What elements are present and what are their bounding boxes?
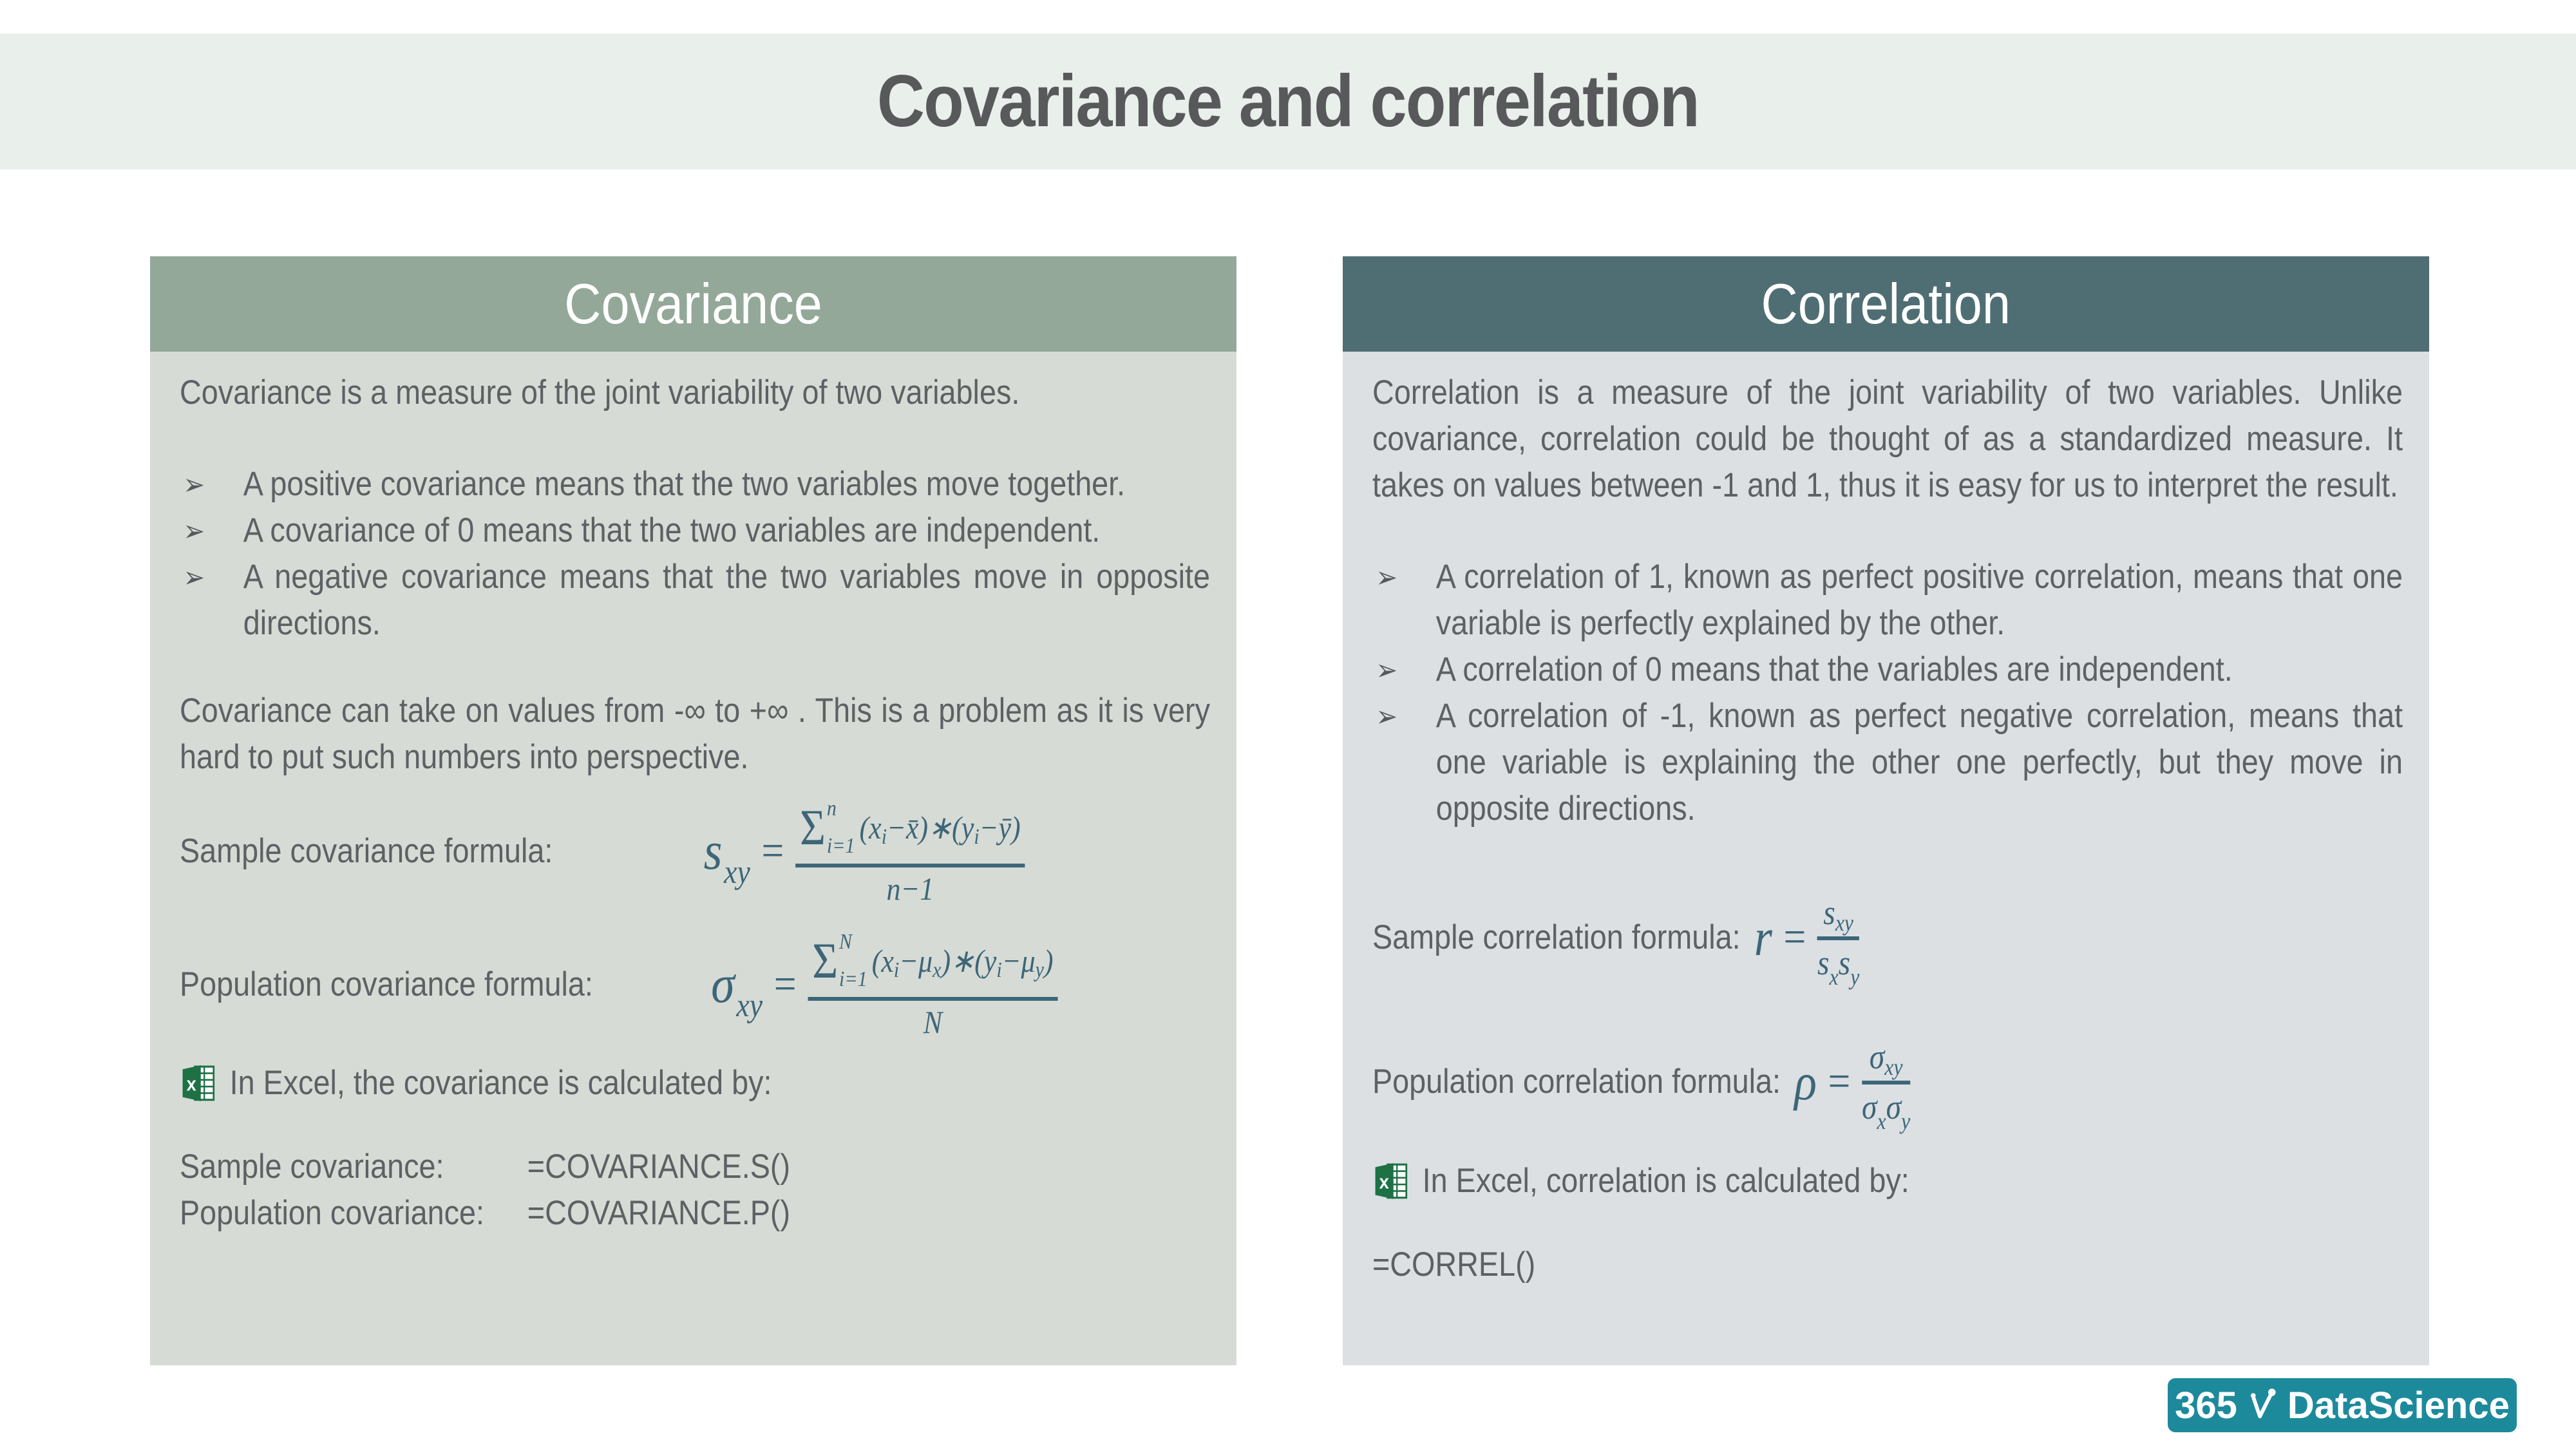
sum-icon: Σ bbox=[800, 799, 826, 855]
sample-correlation-formula-row bbox=[1372, 873, 2403, 1002]
excel-note-text: In Excel, the covariance is calculated by: bbox=[229, 1064, 772, 1102]
formula-label: Population correlation formula: bbox=[1372, 1063, 1781, 1101]
covariance-panel-body bbox=[150, 352, 1236, 1365]
excel-function-code: =CORREL() bbox=[1372, 1245, 1536, 1283]
formula-label: Sample correlation formula: bbox=[1372, 918, 1741, 956]
svg-text:x: x bbox=[1379, 1171, 1389, 1193]
bullet-text: A covariance of 0 means that the two variables are independent. bbox=[243, 511, 1101, 549]
bullet-text: A correlation of -1, known as perfect negative correlation, means that one variable is explaining the other one perfectly, but they move in opposite directions. bbox=[1435, 697, 2403, 828]
list-item bbox=[180, 461, 1210, 507]
covariance-panel bbox=[150, 256, 1236, 1365]
arrow-bullet-icon: ➢ bbox=[183, 560, 205, 594]
excel-note-text: In Excel, correlation is calculated by: bbox=[1422, 1162, 1909, 1200]
bullet-text: A positive covariance means that the two variables move together. bbox=[243, 465, 1126, 503]
arrow-bullet-icon: ➢ bbox=[183, 514, 205, 547]
sample-covariance-formula: $s_{xy}$ = Σ n i=1 (x i −x̄)∗(y i −ȳ) n−1 bbox=[704, 798, 1025, 905]
correlation-panel-header bbox=[1343, 256, 2429, 352]
covariance-bullet-list bbox=[180, 461, 1210, 647]
population-correlation-formula-row bbox=[1372, 1012, 2403, 1151]
formula-label: Sample covariance formula: bbox=[180, 832, 553, 870]
covariance-intro: Covariance is a measure of the joint variability of two variables. bbox=[180, 374, 1020, 412]
brand-logo bbox=[2168, 1378, 2517, 1432]
excel-note-line bbox=[180, 1060, 1210, 1106]
title-band bbox=[0, 33, 2576, 169]
sample-correlation-formula: r = s xy $s_xs_y$ bbox=[1754, 893, 1860, 990]
excel-function-row bbox=[180, 1144, 1210, 1190]
page-title: Covariance and correlation bbox=[876, 61, 1700, 142]
correlation-intro: Correlation is a measure of the joint variability of two variables. Unlike covariance, correlation could be thought of as a standardized measure. It takes on values between -1 and 1, thus it is easy for us to interpret the result. bbox=[1372, 374, 2403, 504]
brand-logo-365: 365 bbox=[2175, 1384, 2237, 1426]
logo-check-icon bbox=[2244, 1387, 2281, 1424]
covariance-panel-header bbox=[150, 256, 1236, 352]
excel-function-code: =COVARIANCE.S() bbox=[527, 1148, 791, 1186]
correlation-bullet-list bbox=[1372, 554, 2403, 832]
population-covariance-formula: $\sigma_{xy}$ = Σ N i=1 (x i −μ x )∗(y i −μ y ) N bbox=[711, 931, 1058, 1038]
excel-function-label: Sample covariance: bbox=[180, 1148, 444, 1186]
excel-icon bbox=[180, 1062, 217, 1104]
sample-covariance-formula-row bbox=[180, 787, 1210, 916]
bullet-text: A negative covariance means that the two variables move in opposite directions. bbox=[243, 558, 1210, 642]
brand-logo-name: DataScience bbox=[2287, 1384, 2510, 1426]
correlation-panel-title: Correlation bbox=[1761, 272, 2011, 336]
excel-function-label: Population covariance: bbox=[180, 1194, 484, 1232]
bullet-text: A correlation of 1, known as perfect positive correlation, means that one variable is perfectly explained by the other. bbox=[1435, 558, 2403, 642]
excel-function-code: =COVARIANCE.P() bbox=[527, 1194, 791, 1232]
list-item bbox=[180, 507, 1210, 554]
excel-note-line bbox=[1372, 1158, 2403, 1204]
arrow-bullet-icon: ➢ bbox=[1376, 653, 1398, 687]
covariance-panel-title: Covariance bbox=[564, 272, 822, 336]
population-covariance-formula-row bbox=[180, 916, 1210, 1054]
excel-function-row bbox=[180, 1190, 1210, 1236]
formula-label: Population covariance formula: bbox=[180, 965, 593, 1003]
list-item bbox=[1372, 693, 2403, 832]
list-item bbox=[180, 554, 1210, 647]
population-correlation-formula: ρ = σ xy $\sigma_x\sigma_y$ bbox=[1794, 1037, 1911, 1134]
list-item bbox=[1372, 554, 2403, 647]
svg-text:x: x bbox=[186, 1073, 196, 1095]
bullet-text: A correlation of 0 means that the variables are independent. bbox=[1435, 650, 2233, 688]
arrow-bullet-icon: ➢ bbox=[1376, 699, 1398, 733]
correlation-panel bbox=[1343, 256, 2429, 1365]
correlation-panel-body bbox=[1343, 352, 2429, 1365]
arrow-bullet-icon: ➢ bbox=[183, 468, 205, 501]
sum-icon: Σ bbox=[812, 932, 838, 989]
list-item bbox=[1372, 647, 2403, 693]
covariance-note: Covariance can take on values from -∞ to +∞ . This is a problem as it is very hard to put such numbers into perspective. bbox=[180, 692, 1210, 776]
excel-icon bbox=[1372, 1160, 1410, 1202]
arrow-bullet-icon: ➢ bbox=[1376, 560, 1398, 594]
